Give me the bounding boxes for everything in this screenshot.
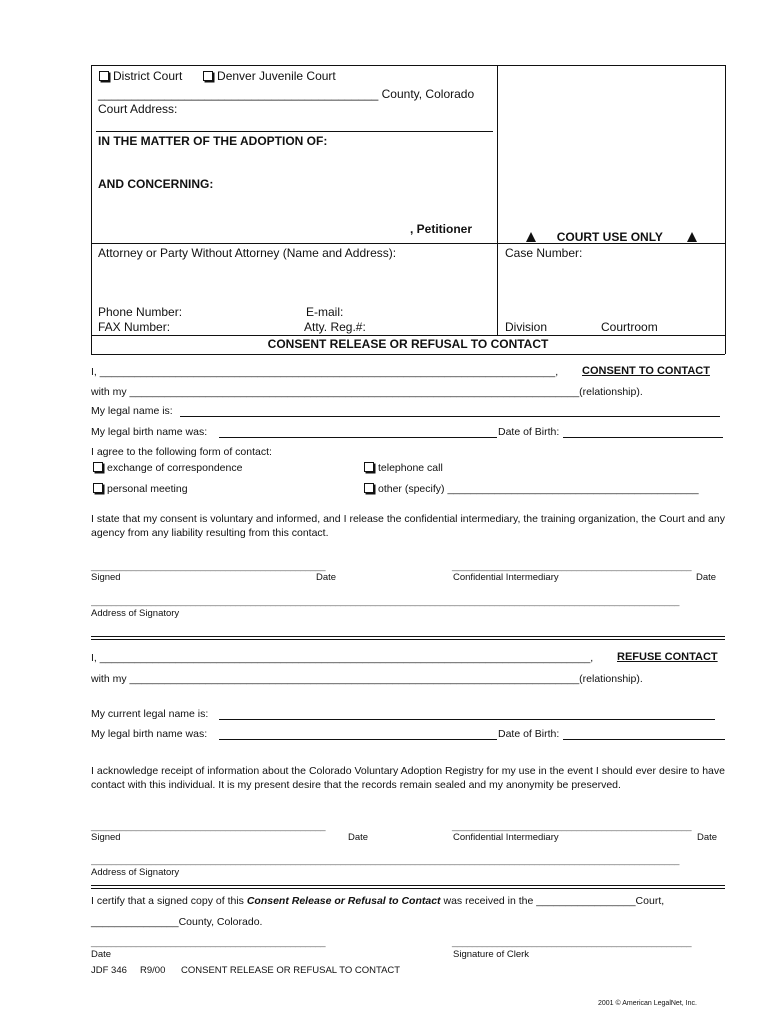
refusal-statement: I acknowledge receipt of information about the Colorado Voluntary Adoption Registry for my use in the event I should ever desire to have contact with this individual. It is my present desire that the records remain sealed and my anonymity be preserved. — [91, 765, 725, 791]
consent-signed-line: _______________________________________________ — [91, 561, 326, 572]
refusal-birth-name-field[interactable] — [219, 739, 497, 740]
attorney-label: Attorney or Party Without Attorney (Name and Address): — [98, 246, 397, 260]
agree-label: I agree to the following form of contact: — [91, 446, 272, 458]
refusal-i-line: I, ____________________________________________________________________________________, — [91, 652, 594, 664]
telephone-label: telephone call — [378, 462, 443, 474]
court-use-only-label: COURT USE ONLY — [556, 230, 663, 244]
certify-text-pre: I certify that a signed copy of this — [91, 895, 244, 907]
refusal-signed-label: Signed — [91, 832, 121, 843]
denver-juvenile-court-checkbox[interactable] — [203, 71, 213, 81]
certify-text-form-name: Consent Release or Refusal to Contact — [246, 895, 441, 907]
court-address-label: Court Address: — [98, 102, 178, 116]
correspondence-checkbox[interactable] — [93, 462, 103, 472]
footer-form-id: JDF 346 — [91, 965, 127, 976]
fax-label: FAX Number: — [98, 320, 171, 334]
up-triangle-icon — [687, 232, 697, 242]
option-correspondence — [93, 462, 242, 474]
refusal-signed-line: _______________________________________________ — [91, 821, 326, 832]
consent-dob-field[interactable] — [563, 437, 723, 438]
refusal-dob-label: Date of Birth: — [498, 728, 560, 740]
certify-date-line: _______________________________________________ — [91, 937, 326, 948]
certify-text-post: was received in the _________________Court, — [443, 895, 665, 907]
consent-birth-name-label: My legal birth name was: — [91, 426, 208, 438]
consent-ci-label: Confidential Intermediary — [453, 572, 559, 583]
district-court-label: District Court — [113, 69, 183, 83]
certify-clerk-label: Signature of Clerk — [453, 949, 530, 960]
consent-to-contact: CONSENT TO CONTACT — [582, 365, 710, 377]
certify-text — [91, 895, 664, 907]
court-use-only — [526, 230, 697, 244]
case-number-label: Case Number: — [505, 246, 583, 260]
consent-address-line: ______________________________________________________________________________________________________________________ — [91, 596, 680, 607]
refusal-address-label: Address of Signatory — [91, 867, 180, 878]
refusal-dob-field[interactable] — [563, 739, 725, 740]
petitioner-label: , Petitioner — [410, 222, 473, 236]
section-divider — [91, 888, 725, 889]
telephone-checkbox[interactable] — [364, 462, 374, 472]
consent-address-label: Address of Signatory — [91, 608, 180, 619]
consent-legal-name-field[interactable] — [180, 416, 720, 417]
district-court-checkbox[interactable] — [99, 71, 109, 81]
refusal-date-label: Date — [348, 832, 369, 843]
refusal-ci-line: ________________________________________________ — [452, 821, 692, 832]
court-type-row — [99, 69, 336, 83]
meeting-checkbox[interactable] — [93, 483, 103, 493]
consent-with-my: with my _____________________________________________________________________________(relationship). — [91, 386, 643, 398]
and-concerning: AND CONCERNING: — [98, 177, 214, 191]
section-divider — [91, 885, 725, 886]
footer-copyright: 2001 © American LegalNet, Inc. — [598, 1000, 697, 1007]
courtroom-label: Courtroom — [601, 320, 658, 334]
footer-revision: R9/00 — [140, 965, 166, 976]
refusal-address-line: ______________________________________________________________________________________________________________________ — [91, 855, 680, 866]
consent-dob-label: Date of Birth: — [498, 426, 560, 438]
refusal-with-my: with my _____________________________________________________________________________(relationship). — [91, 673, 643, 685]
consent-signed-label: Signed — [91, 572, 121, 583]
refusal-current-name-label: My current legal name is: — [91, 708, 209, 720]
refusal-current-name-field[interactable] — [219, 719, 715, 720]
footer-title: CONSENT RELEASE OR REFUSAL TO CONTACT — [181, 965, 401, 976]
correspondence-label: exchange of correspondence — [107, 462, 243, 474]
certify-county: _______________County, Colorado. — [91, 916, 263, 928]
section-divider — [91, 639, 725, 640]
meeting-label: personal meeting — [107, 483, 188, 495]
consent-ci-line: ________________________________________________ — [452, 561, 692, 572]
email-label: E-mail: — [306, 305, 344, 319]
matter-title: IN THE MATTER OF THE ADOPTION OF: — [98, 134, 328, 148]
denver-juvenile-court-label: Denver Juvenile Court — [217, 69, 336, 83]
certify-date-label: Date — [91, 949, 112, 960]
up-triangle-icon — [526, 232, 536, 242]
option-telephone — [364, 462, 443, 474]
consent-legal-name-label: My legal name is: — [91, 405, 173, 417]
refusal-birth-name-label: My legal birth name was: — [91, 728, 208, 740]
consent-i-line: I, ______________________________________________________________________________, — [91, 366, 559, 378]
refuse-contact: REFUSE CONTACT — [617, 651, 718, 663]
refusal-ci-date-label: Date — [697, 832, 718, 843]
form-title: CONSENT RELEASE OR REFUSAL TO CONTACT — [267, 337, 549, 351]
division-label: Division — [505, 320, 548, 334]
certify-clerk-line: ________________________________________________ — [452, 937, 692, 948]
section-divider — [91, 636, 725, 637]
county-line: __________________________________________ County, Colorado — [98, 87, 475, 101]
atty-reg-label: Atty. Reg.#: — [304, 320, 366, 334]
consent-statement: I state that my consent is voluntary and informed, and I release the confidential intermediary, the training organization, the Court and any agency from any liability resulting from this contact. — [91, 513, 725, 539]
consent-date-label: Date — [316, 572, 337, 583]
consent-birth-name-field[interactable] — [219, 437, 497, 438]
consent-ci-date-label: Date — [696, 572, 717, 583]
option-meeting — [93, 483, 188, 495]
refusal-ci-label: Confidential Intermediary — [453, 832, 559, 843]
option-other — [364, 483, 699, 495]
phone-label: Phone Number: — [98, 305, 183, 319]
other-label: other (specify) ___________________________________________ — [378, 483, 699, 495]
other-checkbox[interactable] — [364, 483, 374, 493]
